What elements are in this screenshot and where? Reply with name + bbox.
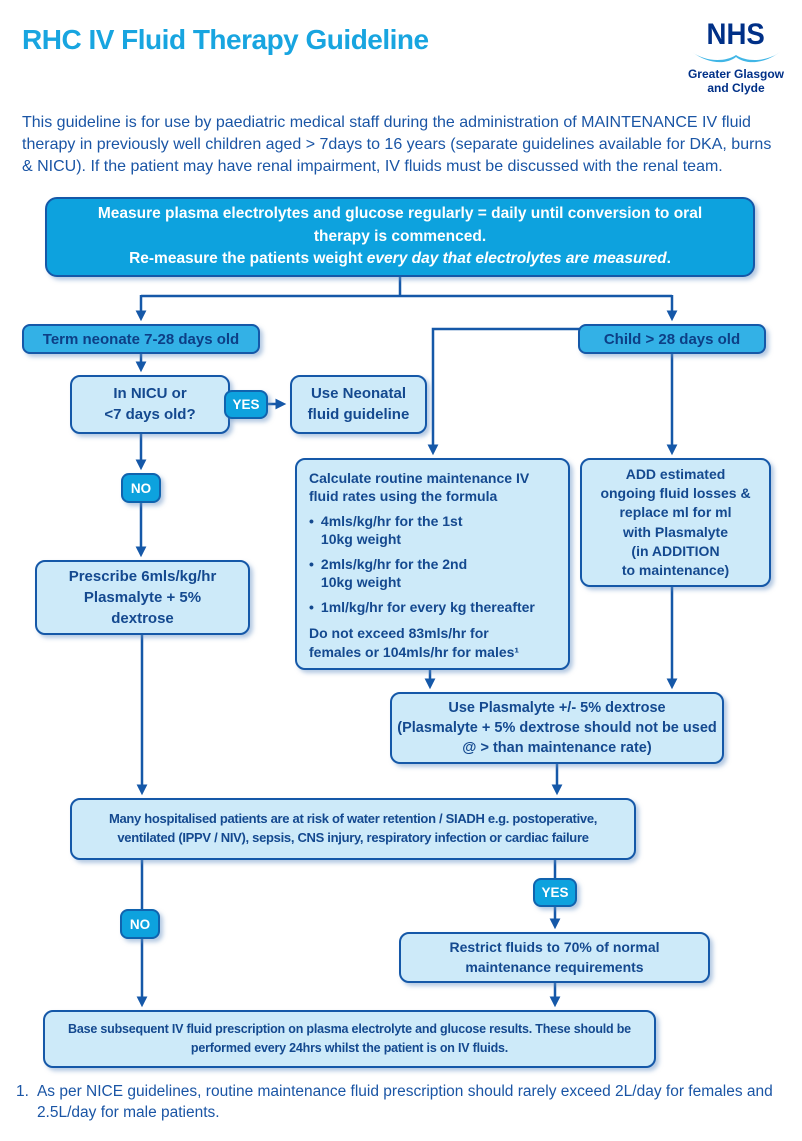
no-badge-2: NO [120,909,160,939]
nhs-logo-text: NHS [706,18,766,51]
siadh-node: Many hospitalised patients are at risk of water retention / SIADH e.g. postoperative, ventilated (IPPV / NIV), sepsis, CNS injury, respiratory infection or cardiac failure [70,798,636,860]
calculate-heading: Calculate routine maintenance IV fluid rates using the formula [309,469,530,505]
term-neonate-node: Term neonate 7-28 days old [22,324,260,354]
yes-badge-1: YES [224,390,268,419]
neonatal-guideline-node: Use Neonatal fluid guideline [290,375,427,434]
calculate-bullet-3: • 1ml/kg/hr for every kg thereafter [309,598,535,616]
calculate-node [295,458,570,670]
use-plasmalyte-node: Use Plasmalyte +/- 5% dextrose (Plasmalyte + 5% dextrose should not be used @ > than maintenance rate) [390,692,724,764]
final-node: Base subsequent IV fluid prescription on plasma electrolyte and glucose results. These should be performed every 24hrs whilst the patient is on IV fluids. [43,1010,656,1068]
footnote-text: As per NICE guidelines, routine maintenance fluid prescription should rarely exceed 2L/day for females and 2.5L/day for male patients. [36,1083,773,1121]
intro-text: This guideline is for use by paediatric medical staff during the administration of MAINTENANCE IV fluid therapy in previously well children aged > 7days to 16 years (separate guidelines available for DKA, burns & NICU). If the patient may have renal impairment, IV fluids must be discussed with the renal team. [22,114,772,175]
banner-line2: therapy is commenced. [313,227,487,245]
banner-line3: Re-measure the patients weight every day that electrolytes are measured. [129,250,671,268]
yes-badge-2: YES [533,878,577,907]
no-badge-1: NO [121,473,161,503]
prescribe-node: Prescribe 6mls/kg/hr Plasmalyte + 5% dextrose [35,560,250,635]
page-title: RHC IV Fluid Therapy Guideline [22,24,429,55]
calculate-bullet-1: • 4mls/kg/hr for the 1st 10kg weight [309,512,463,549]
nhs-region-line1: Greater Glasgow [687,67,785,81]
nhs-region-line2: and Clyde [707,80,765,95]
nicu-question-node: In NICU or <7 days old? [70,375,230,434]
restrict-node: Restrict fluids to 70% of normal maintenance requirements [399,932,710,983]
child-node: Child > 28 days old [578,324,766,354]
add-losses-node: ADD estimated ongoing fluid losses & replace ml for ml with Plasmalyte (in ADDITION to maintenance) [580,458,771,587]
calculate-bullet-2: • 2mls/kg/hr for the 2nd 10kg weight [309,555,467,592]
banner-node [45,197,755,277]
calculate-note: Do not exceed 83mls/hr for females or 104mls/hr for males¹ [309,625,520,660]
footnote-number: 1. [16,1083,29,1100]
banner-line1: Measure plasma electrolytes and glucose regularly = daily until conversion to oral [97,205,703,223]
